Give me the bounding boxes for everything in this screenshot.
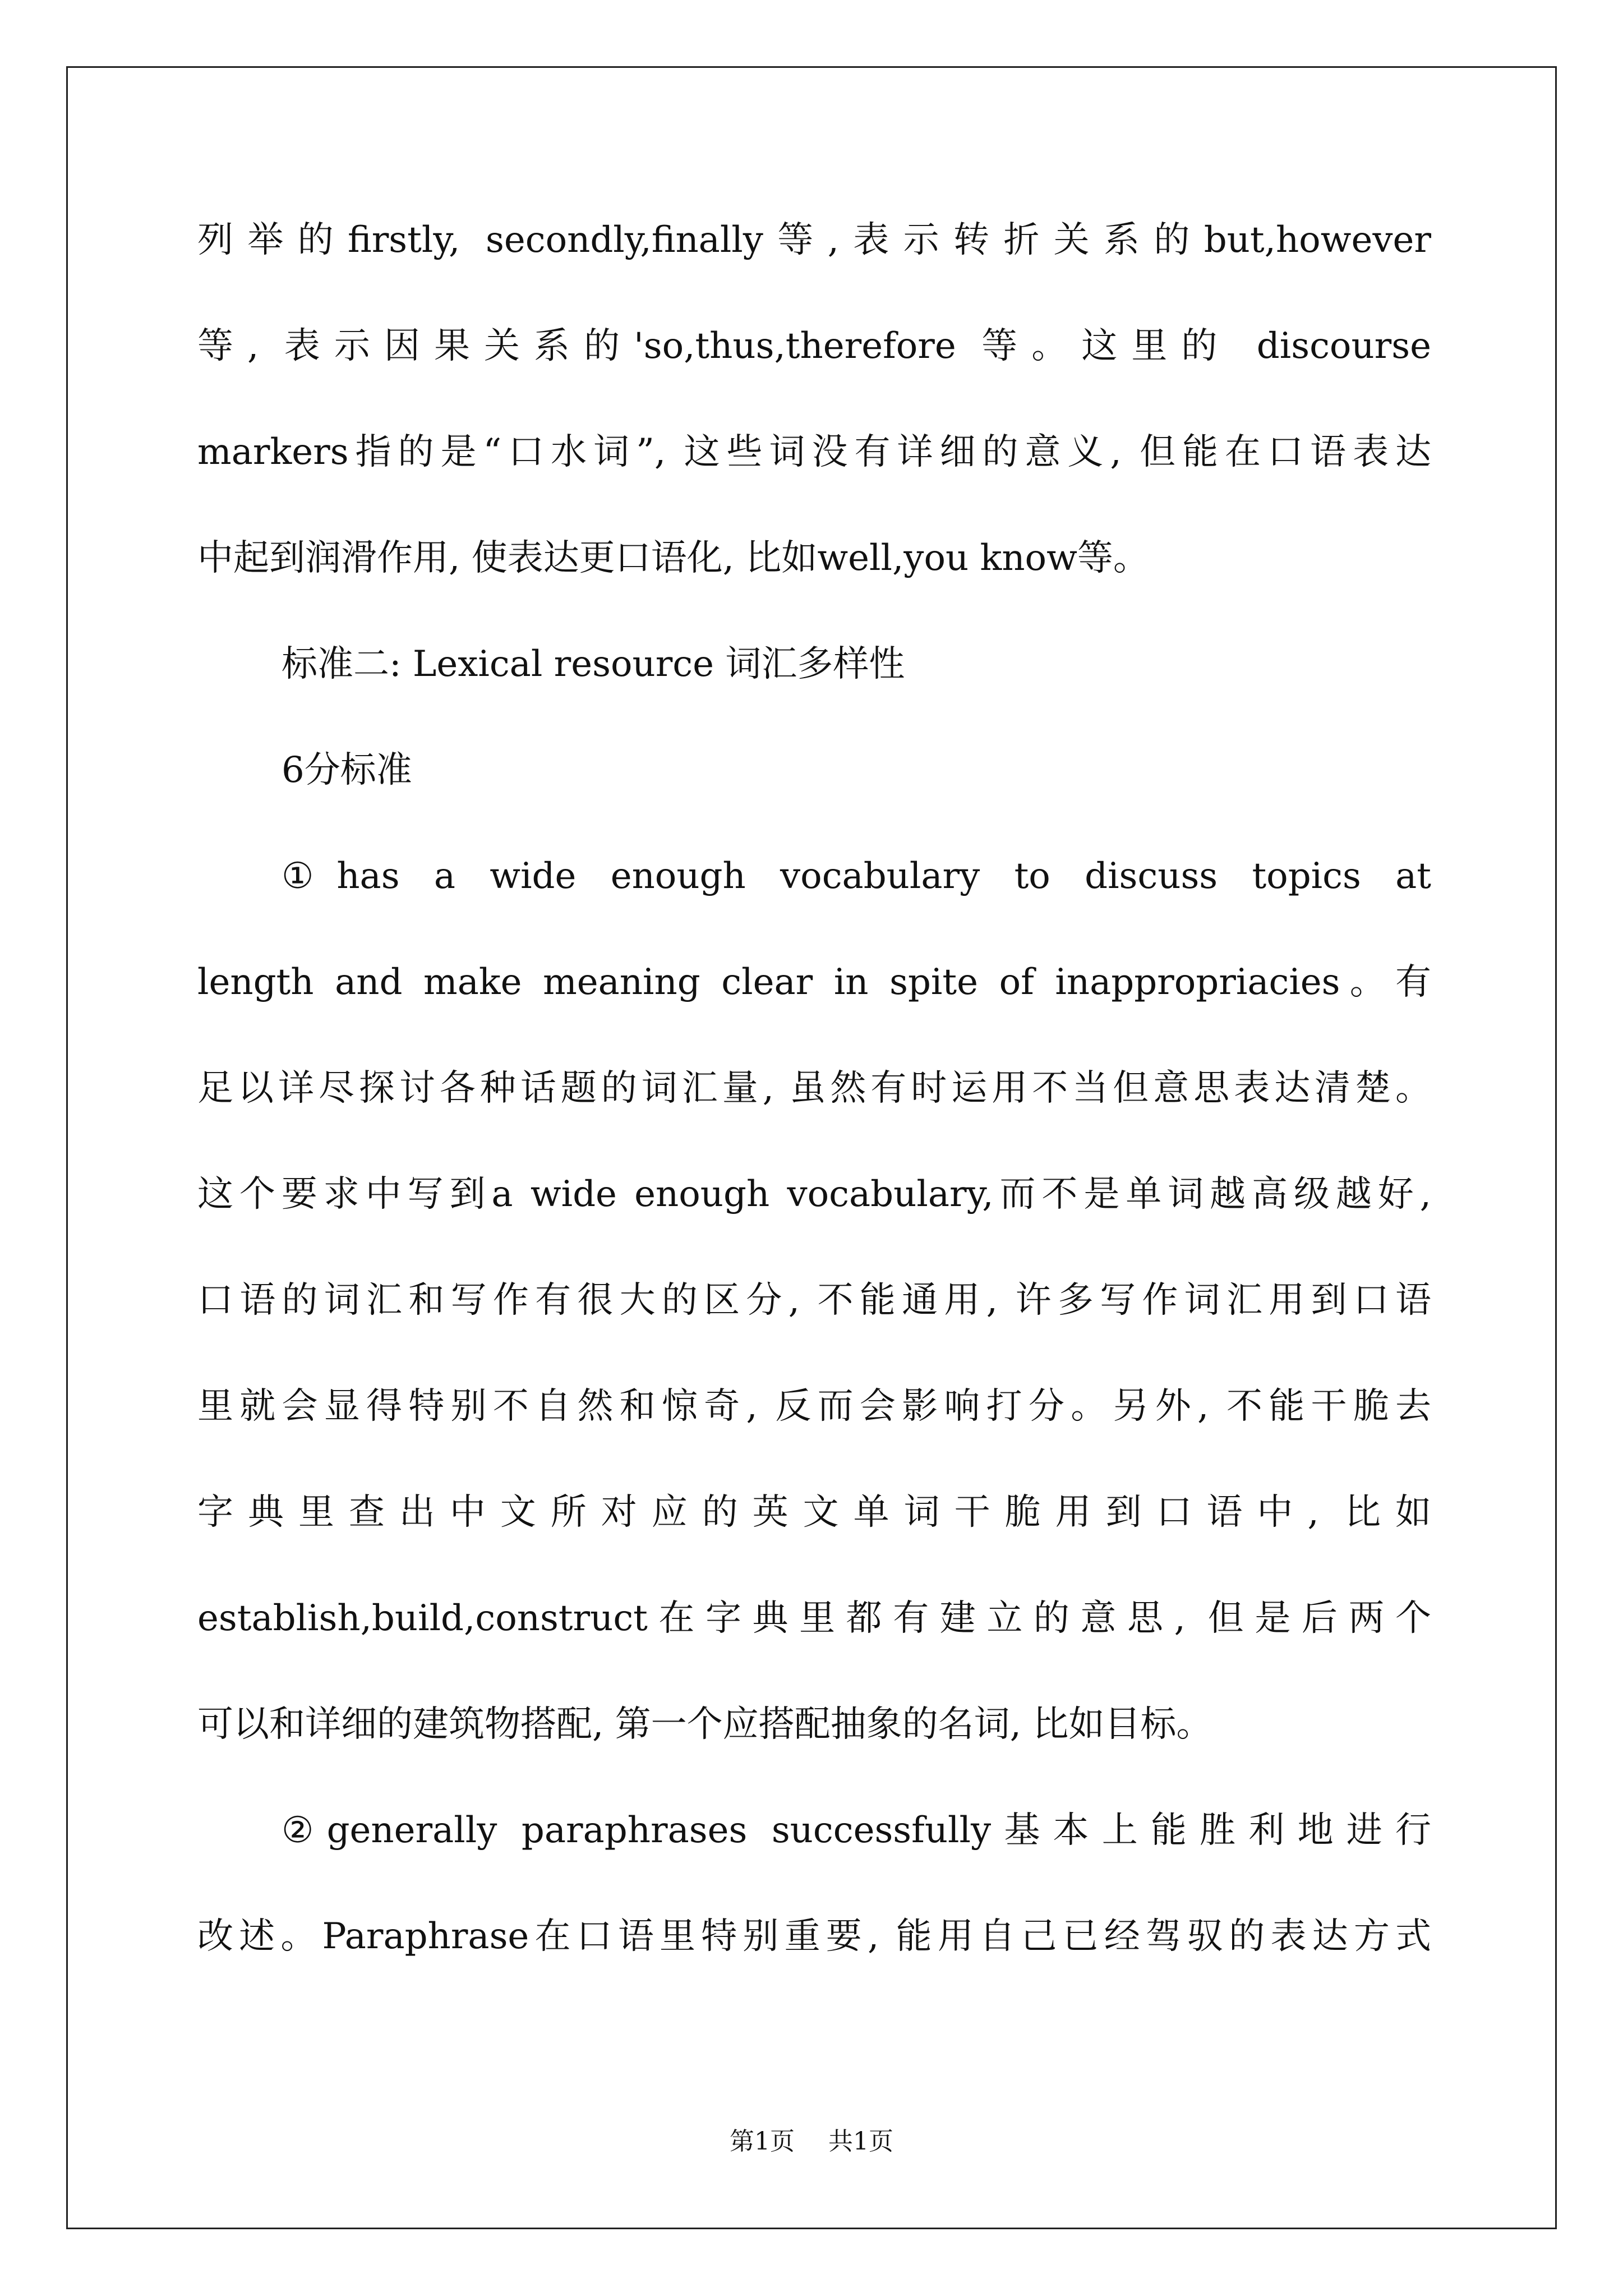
text-line-9: 足以详尽探讨各种话题的词汇量, 虽然有时运用不当但意思表达清楚。 [197, 1068, 1431, 1109]
text-line-14: establish,build,construct在字典里都有建立的意思, 但是后两个 [197, 1598, 1431, 1639]
text-line-8: length and make meaning clear in spite of inappropriacies。有 [197, 961, 1431, 1003]
text-line-12: 里就会显得特别不自然和惊奇, 反而会影响打分。另外, 不能干脆去 [197, 1386, 1431, 1427]
document-body [197, 213, 1431, 2016]
text-line-2: 等, 表示因果关系的'so,thus,therefore 等。这里的 discourse [197, 325, 1431, 367]
text-line-16: ②generally paraphrases successfully基本上能胜利地进行 [282, 1810, 1431, 1851]
page-number: 第1页 [730, 2127, 795, 2156]
text-line-17: 改述。Paraphrase在口语里特别重要, 能用自己已经驾驭的表达方式 [197, 1916, 1431, 1957]
text-line-7: ①has a wide enough vocabulary to discuss topics at [282, 855, 1431, 897]
text-line-4: 中起到润滑作用, 使表达更口语化, 比如well,you know等。 [197, 537, 1149, 579]
page-footer [0, 2125, 1623, 2159]
page-total: 共1页 [828, 2127, 893, 2156]
subsection-heading: 6分标准 [282, 749, 412, 791]
text-line-13: 字典里查出中文所对应的英文单词干脆用到口语中, 比如 [197, 1492, 1431, 1533]
text-line-1: 列举的firstly, secondly,finally等,表示转折关系的but,however [197, 219, 1431, 261]
text-line-10: 这个要求中写到a wide enough vocabulary,而不是单词越高级越好, [197, 1174, 1431, 1215]
text-line-3: markers指的是“口水词”, 这些词没有详细的意义, 但能在口语表达 [197, 431, 1431, 473]
text-line-11: 口语的词汇和写作有很大的区分, 不能通用, 许多写作词汇用到口语 [197, 1280, 1431, 1321]
section-heading: 标准二: Lexical resource 词汇多样性 [282, 643, 905, 685]
text-line-15: 可以和详细的建筑物搭配, 第一个应搭配抽象的名词, 比如目标。 [197, 1704, 1212, 1745]
